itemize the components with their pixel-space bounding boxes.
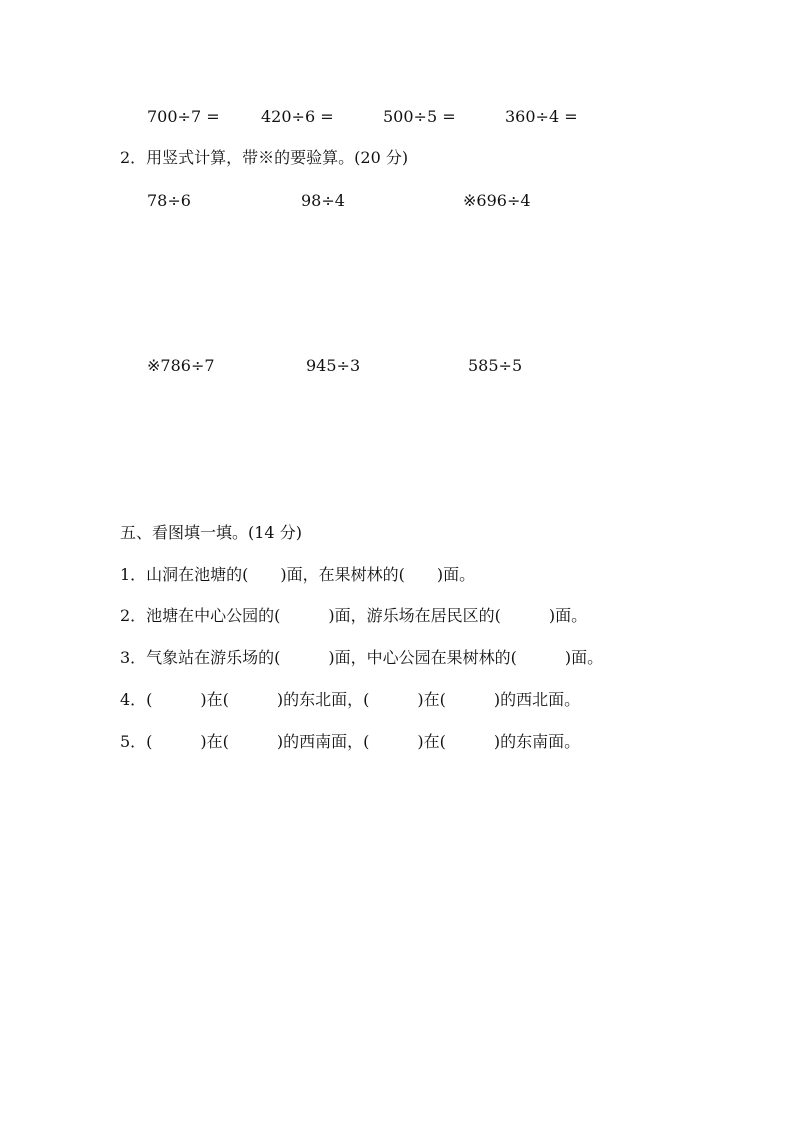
q2-problem-2: 98÷4: [301, 191, 345, 210]
section5-title: 五、看图填一填。(14 分): [120, 523, 302, 542]
oral-calc-2: 420÷6 =: [261, 107, 334, 126]
q2-problem-3: ※696÷4: [463, 191, 531, 210]
q2-problem-6: 585÷5: [468, 356, 523, 375]
oral-calc-3: 500÷5 =: [383, 107, 456, 126]
q2-problem-1: 78÷6: [147, 191, 191, 210]
section5-item-1: 1．山洞在池塘的( )面，在果树林的( )面。: [120, 565, 476, 584]
oral-calc-1: 700÷7 =: [147, 107, 220, 126]
section5-item-5: 5．( )在( )的西南面，( )在( )的东南面。: [120, 732, 581, 751]
q2-title: 2．用竖式计算，带※的要验算。(20 分): [120, 148, 409, 167]
section5-item-3: 3．气象站在游乐场的( )面，中心公园在果树林的( )面。: [120, 648, 604, 667]
oral-calc-4: 360÷4 =: [505, 107, 578, 126]
q2-problem-5: 945÷3: [306, 356, 361, 375]
section5-item-2: 2．池塘在中心公园的( )面，游乐场在居民区的( )面。: [120, 606, 588, 625]
q2-problem-4: ※786÷7: [147, 356, 215, 375]
section5-item-4: 4．( )在( )的东北面，( )在( )的西北面。: [120, 690, 581, 709]
